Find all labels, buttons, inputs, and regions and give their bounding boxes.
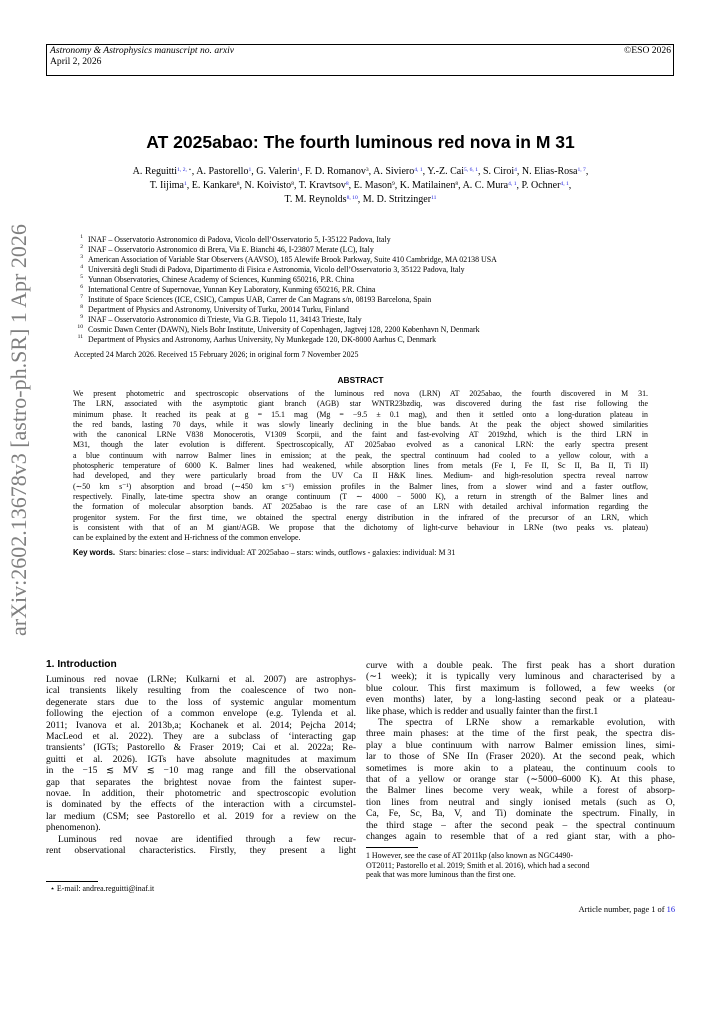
footnote-email: ⋆ E-mail: andrea.reguitti@inaf.it	[50, 884, 155, 893]
copyright: ©ESO 2026	[624, 45, 671, 56]
affiliation-number: 10	[77, 324, 83, 330]
authors-line-3: T. M. Reynolds$^{8, 10}$, M. D. Stritzinger$^{11}$	[284, 194, 437, 205]
body-line: novae. In addition, their photometric and spectroscopic evolution	[46, 789, 356, 800]
keywords-line	[73, 548, 455, 557]
affiliation-text: INAF – Osservatorio Astronomico di Padova, Vicolo dell’Osservatorio 5, I-35122 Padova, Italy	[88, 235, 391, 244]
abstract-text	[73, 389, 648, 543]
abstract-line: is consistent with that of an M giant/AGB. We propose that the dichotomy of light-curve behaviour in LRNe (two peaks vs. plateau)	[73, 522, 648, 532]
abstract-line: photospheric temperature of 6000 K. Balmer lines had weakened, while absorption lines from metals (Fe I, Fe II, Sc II, Ba II, Ti II)	[73, 461, 648, 471]
body-line: even months) later, by a long-lasting second peak or a plateau-	[366, 695, 675, 706]
affiliation-text: Cosmic Dawn Center (DAWN), Niels Bohr Institute, University of Copenhagen, Jagtvej 128, 2200 København N, Denmark	[88, 325, 480, 334]
right-column-text	[366, 661, 675, 844]
body-line: curve with a double peak. The first peak has a short duration	[366, 661, 675, 671]
abstract-line: respectively. Finally, late-time spectra show an orange continuum (T ∼ 4000 − 5000 K), a return in strength of the Balmer lines and	[73, 491, 648, 501]
affiliation-text: INAF – Osservatorio Astronomico di Trieste, Via G.B. Tiepolo 11, 34143 Trieste, Italy	[88, 315, 362, 324]
body-line: Luminous red novae (LRNe; Kulkarni et al. 2007) are astrophys-	[46, 675, 356, 685]
body-line: (∼1 week); it is typically very luminous and characterised by a	[366, 672, 675, 683]
affiliation-text: American Association of Variable Star Observers (AAVSO), 185 Alewife Brook Parkway, Suite 410 Cambridge, MA 02138 USA	[88, 255, 497, 264]
body-line: rent observational characteristics. Firstly, they present a light	[46, 846, 356, 857]
footnote-line: OT2011; Pastorello et al. 2019; Smith et al. 2016), which had a second	[366, 860, 590, 870]
body-line: lar to those of SNe IIn (Fraser 2020). At the second peak, which	[366, 752, 675, 763]
abstract-line: M31, though the later evolution is different. Spectroscopically, AT 2025abao evolved as a canonical LRN: the early spectra present	[73, 440, 648, 450]
affiliation-number: 1	[80, 234, 83, 240]
abstract-line: can be explained by the extent and H-richness of the common envelope.	[73, 533, 301, 543]
received-dates: Accepted 24 March 2026. Received 15 February 2026; in original form 7 November 2025	[74, 350, 359, 359]
affiliation-number: 3	[80, 254, 83, 260]
body-line: degenerate stars due to the loss of systemic angular momentum	[46, 697, 356, 708]
affiliation-number: 8	[80, 304, 83, 310]
abstract-heading: ABSTRACT	[337, 375, 384, 385]
abstract-line: with the canonical LRNe V838 Monocerotis, V1309 Scorpii, and the faint and fast-evolving AT 2019zhd, which is the third LRN in	[73, 430, 648, 440]
body-line: in the −15 ≲ MV ≲ −10 mag range and fill the observational	[46, 766, 356, 777]
affiliation-text: Yunnan Observatories, Chinese Academy of Sciences, Kunming 650216, P.R. China	[88, 275, 355, 284]
affiliation-text: Department of Physics and Astronomy, University of Turku, 20014 Turku, Finland	[88, 305, 349, 314]
body-line: The spectra of LRNe show a remarkable evolution, with	[378, 718, 675, 729]
body-line: sometimes is more akin to a plateau, the continuum cools to	[366, 763, 675, 774]
keywords-label: Key words.	[73, 548, 116, 557]
left-column-text	[46, 675, 356, 858]
body-line: transients’ (IGTs; Pastorello & Fraser 2019; Cai et al. 2022a; Re-	[46, 743, 356, 754]
paper-title: AT 2025abao: The fourth luminous red nova in M 31	[146, 132, 575, 152]
body-line: three main phases: at the time of the first peak, the spectra dis-	[366, 729, 675, 740]
body-line: that of a yellow or orange star (∼5000–6000 K). At this phase,	[366, 775, 675, 786]
affiliation-number: 9	[80, 314, 83, 320]
journal-name: Astronomy & Astrophysics manuscript no. arxiv	[50, 45, 235, 56]
footnote-1	[366, 851, 675, 880]
body-line: guitti et al. 2026). IGTs have absolute magnitudes at maximum	[46, 754, 356, 765]
footnote-line: 1 However, see the case of AT 2011kp (also known as NGC4490-	[366, 851, 573, 860]
abstract-line: minimum phase. It reached its peak at g = 15.1 mag (Mg = −9.5 ± 0.1 mag), and then it settled onto a long-duration plateau in	[73, 409, 648, 419]
body-line: phenomenon).	[46, 823, 101, 834]
page-total-link[interactable]: 16	[666, 905, 675, 914]
body-line: 2011; Ivanova et al. 2013b,a; Kochanek et al. 2014; Pejcha 2014;	[46, 720, 356, 731]
keywords-text: Stars: binaries: close – stars: individual: AT 2025abao – stars: winds, outflows - galaxies: individual: M 31	[119, 548, 456, 557]
affiliation-number: 7	[80, 294, 83, 300]
body-line: tion lines from neutral and singly ionised metals (such as O,	[366, 797, 675, 808]
body-line: lar medium (CSM; see Pastorello et al. 2019 for a review on the	[46, 811, 356, 822]
body-line: MacLeod et al. 2022). They are a subclass of ‘interacting gap	[46, 732, 356, 743]
body-line: is dominated by the effects of the interaction with a circumstel-	[46, 800, 356, 811]
affiliation-text: Department of Physics and Astronomy, Aarhus University, Ny Munkegade 120, DK-8000 Aarhus C, Denmark	[88, 335, 437, 344]
body-line: the third stage – after the second peak – the spectral continuum	[366, 820, 675, 831]
body-line: Luminous red novae are identified through a few recur-	[58, 834, 356, 845]
section-heading-introduction: 1. Introduction	[46, 659, 117, 670]
affiliation-number: 5	[80, 274, 83, 280]
body-line: the Balmer lines become very weak, while a forest of absorp-	[366, 786, 675, 797]
affiliation-text: Università degli Studi di Padova, Dipartimento di Fisica e Astronomia, Vicolo dell’Osservatorio 3, 35122 Padova, Italy	[88, 265, 465, 274]
body-line: play a blue continuum with narrow Balmer emission lines, simi-	[366, 740, 675, 751]
abstract-line: a blue continuum with narrow Balmer lines in emission; at the peak, the spectral continuum had cooled to a yellow colour, with a	[73, 450, 648, 460]
body-line: blue colour. This first maximum is followed, a few weeks (or	[366, 683, 675, 694]
affiliation-number: 11	[77, 334, 83, 340]
abstract-line: the red bands, lasting 70 days, while it was slowly linearly declining in the blue bands. At the peak the object showed similarities	[73, 419, 648, 429]
body-line: following the ejection of a common envelope (e.g. Tylenda et al.	[46, 709, 356, 720]
body-line: Ca, Fe, Sc, Ba, V, and Ti) dominate the spectrum. Finally, in	[366, 809, 675, 820]
authors-line-2: T. Iijima$^1$, E. Kankare$^8$, N. Koivisto$^8$, T. Kravtsov$^8$, E. Mason$^9$, K. Matilainen$^8$, A. C. Mura$^{4, 1}$, P. Ochner$^{4, 1}$,	[149, 180, 572, 191]
abstract-line: We present photometric and spectroscopic observations of the luminous red nova (LRN) AT 2025abao, the fourth discovered in M 31.	[73, 389, 648, 398]
page-footer-text: Article number, page 1 of	[578, 905, 667, 914]
arxiv-stamp[interactable]: arXiv:2602.13678v3 [astro-ph.SR] 1 Apr 2026	[6, 224, 31, 636]
body-line: gap that separates the brightest novae from the faintest super-	[46, 777, 356, 788]
affiliation-text: INAF – Osservatorio Astronomico di Brera, Via E. Bianchi 46, I-23807 Merate (LC), Italy	[88, 245, 374, 254]
body-line: like phase, which is redder and usually fainter than the first.1	[366, 706, 599, 717]
affiliation-number: 2	[80, 244, 83, 250]
abstract-line: progenitor system. For the first time, we obtained the spectral energy distribution in the infrared of the precursor of an LRN, which	[73, 512, 648, 522]
abstract-line: The LRN, associated with the asymptotic giant branch (AGB) star WNTR23bzdiq, was discovered during the fast rise following the	[73, 399, 648, 409]
footnote-line: peak that was more luminous than the first one.	[366, 870, 516, 879]
page-footer	[579, 905, 675, 914]
authors-line-1: A. Reguitti$^{1, 2,}$ ⋆, A. Pastorello$^1$, G. Valerin$^1$, F. D. Romanov$^3$, A. Siviero$^{4, 1}$, Y.-Z. Cai$^{5, 6, 1}$, S. Ciroi$^4$, N. Elias-Rosa$^{1, 7}$,	[132, 166, 589, 177]
body-line: ical transients likely resulting from the coalescence of two non-	[46, 686, 356, 697]
body-line: changes again to resemble that of a red giant star, with a pho-	[366, 832, 675, 843]
manuscript-date: April 2, 2026	[50, 56, 102, 67]
abstract-line: had developed, and they were particularly broad from the UV Ca II H&K lines. Medium- and high-resolution spectra reveal narrow	[73, 471, 648, 481]
affiliation-number: 4	[80, 264, 83, 270]
affiliation-number: 6	[80, 284, 83, 290]
footnote-rule-right	[366, 847, 418, 848]
abstract-line: the formation of molecular absorption bands. AT 2025abao is the rare case of an LRN with detailed archival information regarding the	[73, 502, 648, 512]
footnote-rule-left	[46, 881, 98, 882]
abstract-line: (∼50 km s⁻¹) absorption and broad (∼450 km s⁻¹) emission profiles in the Balmer lines, from a slower wind and a faster outflow,	[73, 481, 648, 491]
affiliation-text: International Centre of Supernovae, Yunnan Key Laboratory, Kunming 650216, P.R. China	[88, 285, 376, 294]
affiliation-text: Institute of Space Sciences (ICE, CSIC), Campus UAB, Carrer de Can Magrans s/n, 08193 Barcelona, Spain	[88, 295, 432, 304]
